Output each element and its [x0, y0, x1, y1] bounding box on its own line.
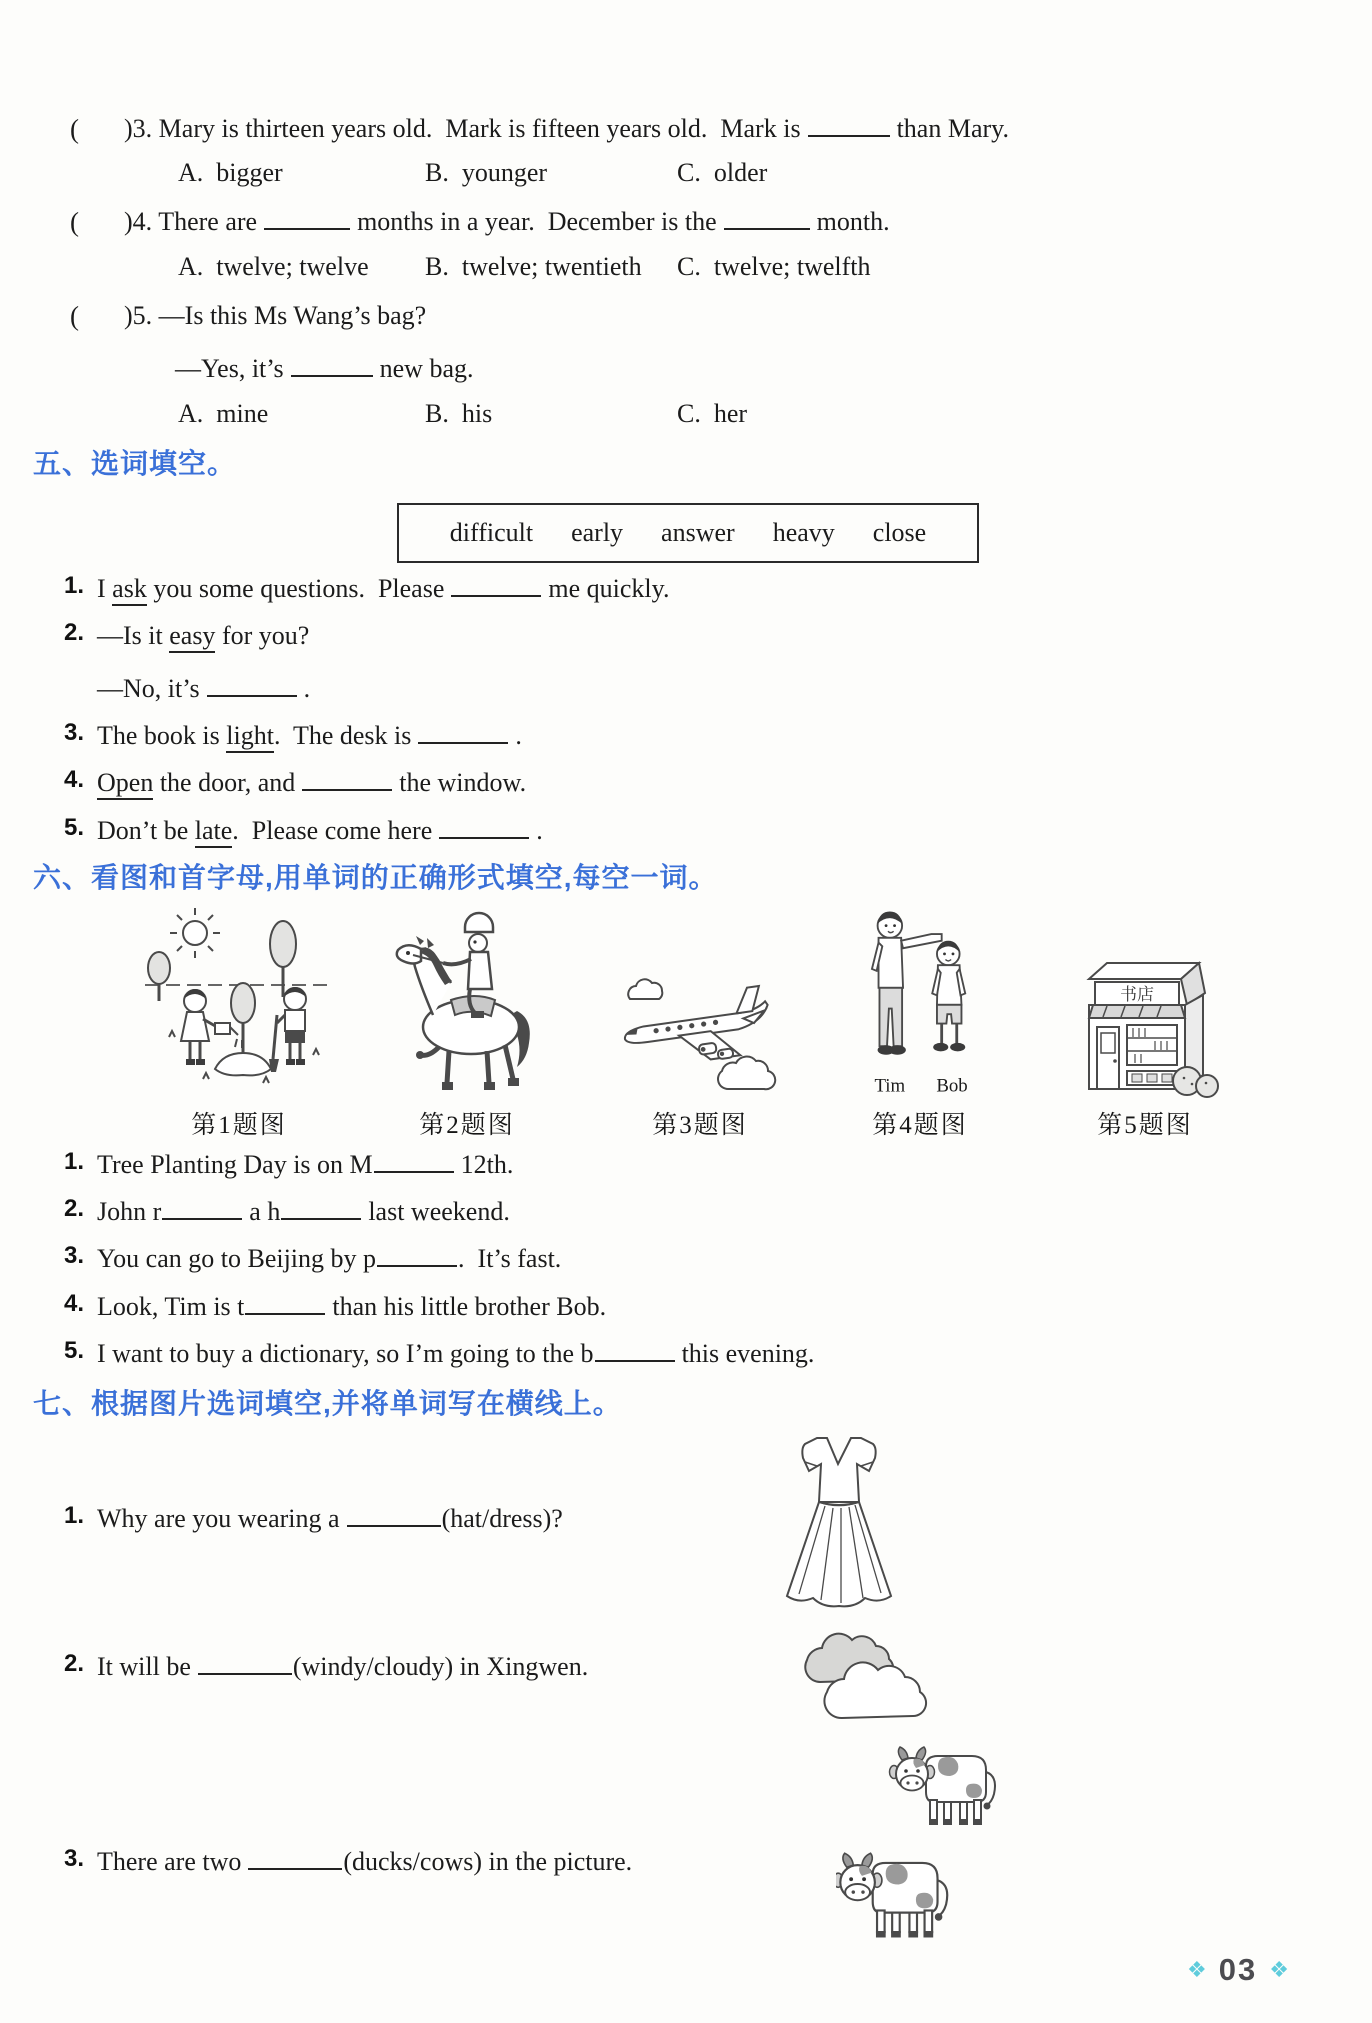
answer-blank	[198, 1669, 292, 1675]
clouds-figure	[786, 1616, 954, 1722]
sentence-text: —Is it	[97, 621, 170, 650]
stem-text: —Yes, it’s	[175, 354, 284, 383]
cows-figure	[836, 1742, 996, 1962]
figure-3	[600, 903, 800, 1141]
item-number: 4.	[64, 1290, 85, 1317]
word-bank-item: answer	[661, 518, 735, 547]
answer-blank	[245, 1309, 325, 1315]
item-text	[97, 1195, 1362, 1229]
tim-label: Tim	[874, 1075, 906, 1097]
sentence-text: John r	[97, 1197, 162, 1226]
section6-heading: 六、看图和首字母,用单词的正确形式填空,每空一词。	[33, 862, 718, 893]
page-footer	[1168, 1950, 1308, 1990]
sentence-text: Why are you wearing a	[97, 1504, 340, 1533]
answer-blank	[374, 1167, 454, 1173]
answer-blank	[377, 1261, 457, 1267]
answer-blank	[302, 785, 392, 791]
tree-planting-illustration	[143, 907, 335, 1099]
stem-text: month.	[816, 207, 890, 236]
figure-caption: 第5题图	[1097, 1112, 1193, 1139]
item-text	[97, 1148, 1362, 1182]
answer-blank	[347, 1521, 441, 1527]
item-text	[97, 1337, 1362, 1371]
section7-heading: 七、根据图片选词填空,并将单词写在横线上。	[33, 1388, 622, 1419]
sentence-text: I want to buy a dictionary, so I’m going to the b	[97, 1339, 594, 1368]
sentence-text: me quickly.	[548, 574, 670, 603]
item-number: 5.	[64, 1337, 85, 1364]
answer-blank	[264, 224, 350, 230]
item-text	[97, 766, 1362, 800]
sentence-text: you some questions. Please	[146, 574, 445, 603]
answer-blank	[439, 833, 529, 839]
stem-text: new bag.	[379, 354, 474, 383]
diamond-icon: ❖	[1269, 1957, 1289, 1982]
sentence-text: the door, and	[153, 768, 296, 797]
dialog-line	[175, 352, 1352, 386]
item-number: 4.	[64, 766, 85, 793]
figure-2	[367, 903, 567, 1141]
airplane-illustration	[612, 967, 788, 1099]
bookstore-illustration	[1069, 949, 1221, 1099]
underlined-word: easy	[169, 621, 215, 653]
sentence-text: .	[515, 721, 522, 750]
item-text	[97, 1290, 1362, 1324]
item-text	[97, 1845, 1362, 1879]
item-text	[97, 1242, 1362, 1276]
answer-blank	[162, 1214, 242, 1220]
word-bank-item: difficult	[449, 518, 534, 547]
underlined-word: ask	[112, 574, 147, 606]
option-a: A. mine	[178, 399, 269, 428]
item-number: 1.	[64, 1502, 85, 1529]
bookstore-sign-label: 书店	[1120, 985, 1154, 1004]
figure-5	[1045, 903, 1245, 1141]
sentence-text: . Please come here	[232, 816, 433, 845]
figure-1	[139, 903, 339, 1141]
stem-text: There are	[158, 207, 258, 236]
answer-blank	[281, 1214, 361, 1220]
mcq-q5-line1	[124, 299, 1352, 333]
sentence-text: —No, it’s	[97, 674, 200, 703]
figure-caption: 第1题图	[191, 1112, 287, 1139]
figure-4	[820, 903, 1020, 1141]
item-number: 1.	[64, 1148, 85, 1175]
stem-text: months in a year. December is the	[357, 207, 717, 236]
underlined-word: late	[195, 816, 233, 848]
word-bank	[397, 503, 979, 563]
cows-illustration	[836, 1742, 996, 1962]
height-compare-illustration	[846, 903, 994, 1099]
item-text	[97, 814, 1362, 848]
sentence-text: a h	[249, 1197, 281, 1226]
sentence-text: You can go to Beijing by p	[97, 1244, 377, 1273]
sentence-text: The book is	[97, 721, 227, 750]
sentence-text: . It’s fast.	[458, 1244, 562, 1273]
answer-bracket: (	[70, 207, 79, 237]
bob-label: Bob	[936, 1075, 968, 1097]
clouds-illustration	[786, 1616, 954, 1722]
item-text	[97, 1502, 1362, 1536]
word-bank-item: heavy	[772, 518, 835, 547]
answer-bracket: (	[70, 114, 79, 144]
answer-blank	[248, 1864, 342, 1870]
sentence-text: There are two	[97, 1847, 242, 1876]
option-c: C. twelve; twelfth	[677, 252, 871, 281]
sentence-text: .	[536, 816, 543, 845]
option-c: C. older	[677, 158, 768, 187]
sentence-text: Look, Tim is t	[97, 1292, 245, 1321]
section5-heading: 五、选词填空。	[33, 448, 237, 479]
sentence-text: It will be	[97, 1652, 191, 1681]
dialog-line	[97, 672, 1362, 706]
figure-caption: 第3题图	[652, 1112, 748, 1139]
sentence-text: (hat/dress)?	[441, 1504, 563, 1533]
question-number: )5.	[124, 301, 153, 330]
sentence-text: Don’t be	[97, 816, 195, 845]
sentence-text: (ducks/cows) in the picture.	[343, 1847, 633, 1876]
page-number: 03	[1218, 1952, 1258, 1987]
dress-illustration	[775, 1428, 903, 1620]
option-a: A. bigger	[178, 158, 283, 187]
sentence-text: than his little brother Bob.	[332, 1292, 607, 1321]
item-number: 2.	[64, 1195, 85, 1222]
answer-blank	[291, 371, 373, 377]
word-bank-item: early	[571, 518, 624, 547]
option-b: B. younger	[425, 158, 548, 187]
sentence-text: last weekend.	[368, 1197, 510, 1226]
option-a: A. twelve; twelve	[178, 252, 369, 281]
stem-text: —Is this Ms Wang’s bag?	[158, 301, 427, 330]
sentence-text: (windy/cloudy) in Xingwen.	[292, 1652, 589, 1681]
option-b: B. his	[425, 399, 493, 428]
sentence-text: the window.	[399, 768, 527, 797]
item-number: 2.	[64, 1650, 85, 1677]
item-text	[97, 619, 1362, 653]
bracket-close-and-number	[124, 114, 152, 143]
figure-caption: 第4题图	[872, 1112, 968, 1139]
item-number: 3.	[64, 719, 85, 746]
item-number: 2.	[64, 619, 85, 646]
mcq-q3-options	[0, 158, 1372, 192]
sentence-text: .	[303, 674, 311, 703]
sentence-text: I	[97, 574, 113, 603]
answer-blank	[595, 1356, 675, 1362]
item-text	[97, 1650, 1362, 1684]
diamond-icon: ❖	[1187, 1957, 1207, 1982]
dress-figure	[775, 1428, 903, 1620]
question-number: )4.	[124, 207, 153, 236]
stem-text: Mary is thirteen years old. Mark is fifteen years old. Mark is	[158, 114, 801, 143]
answer-blank	[451, 591, 541, 597]
stem-text: than Mary.	[896, 114, 1009, 143]
question-number: )3.	[124, 114, 153, 143]
word-bank-item: close	[872, 518, 927, 547]
item-number: 3.	[64, 1242, 85, 1269]
horse-riding-illustration	[387, 903, 547, 1099]
item-text	[97, 572, 1362, 606]
sentence-text: for you?	[215, 621, 310, 650]
mcq-q4-stem	[124, 205, 1352, 239]
underlined-word: Open	[97, 768, 153, 800]
sentence-text: . The desk is	[273, 721, 412, 750]
option-c: C. her	[677, 399, 748, 428]
answer-blank	[808, 131, 890, 137]
item-number: 5.	[64, 814, 85, 841]
mcq-q3-stem	[124, 112, 1352, 146]
answer-blank	[207, 691, 297, 697]
answer-blank	[724, 224, 810, 230]
answer-blank	[418, 738, 508, 744]
mcq-q4-options	[0, 252, 1372, 286]
mcq-q5-options	[0, 399, 1372, 433]
item-number: 3.	[64, 1845, 85, 1872]
sentence-text: Tree Planting Day is on M	[97, 1150, 373, 1179]
sentence-text: 12th.	[460, 1150, 514, 1179]
sentence-text: this evening.	[681, 1339, 815, 1368]
item-text	[97, 719, 1362, 753]
item-number: 1.	[64, 572, 85, 599]
underlined-word: light	[226, 721, 274, 753]
option-b: B. twelve; twentieth	[425, 252, 642, 281]
figure-caption: 第2题图	[419, 1112, 515, 1139]
answer-bracket: (	[70, 301, 79, 331]
